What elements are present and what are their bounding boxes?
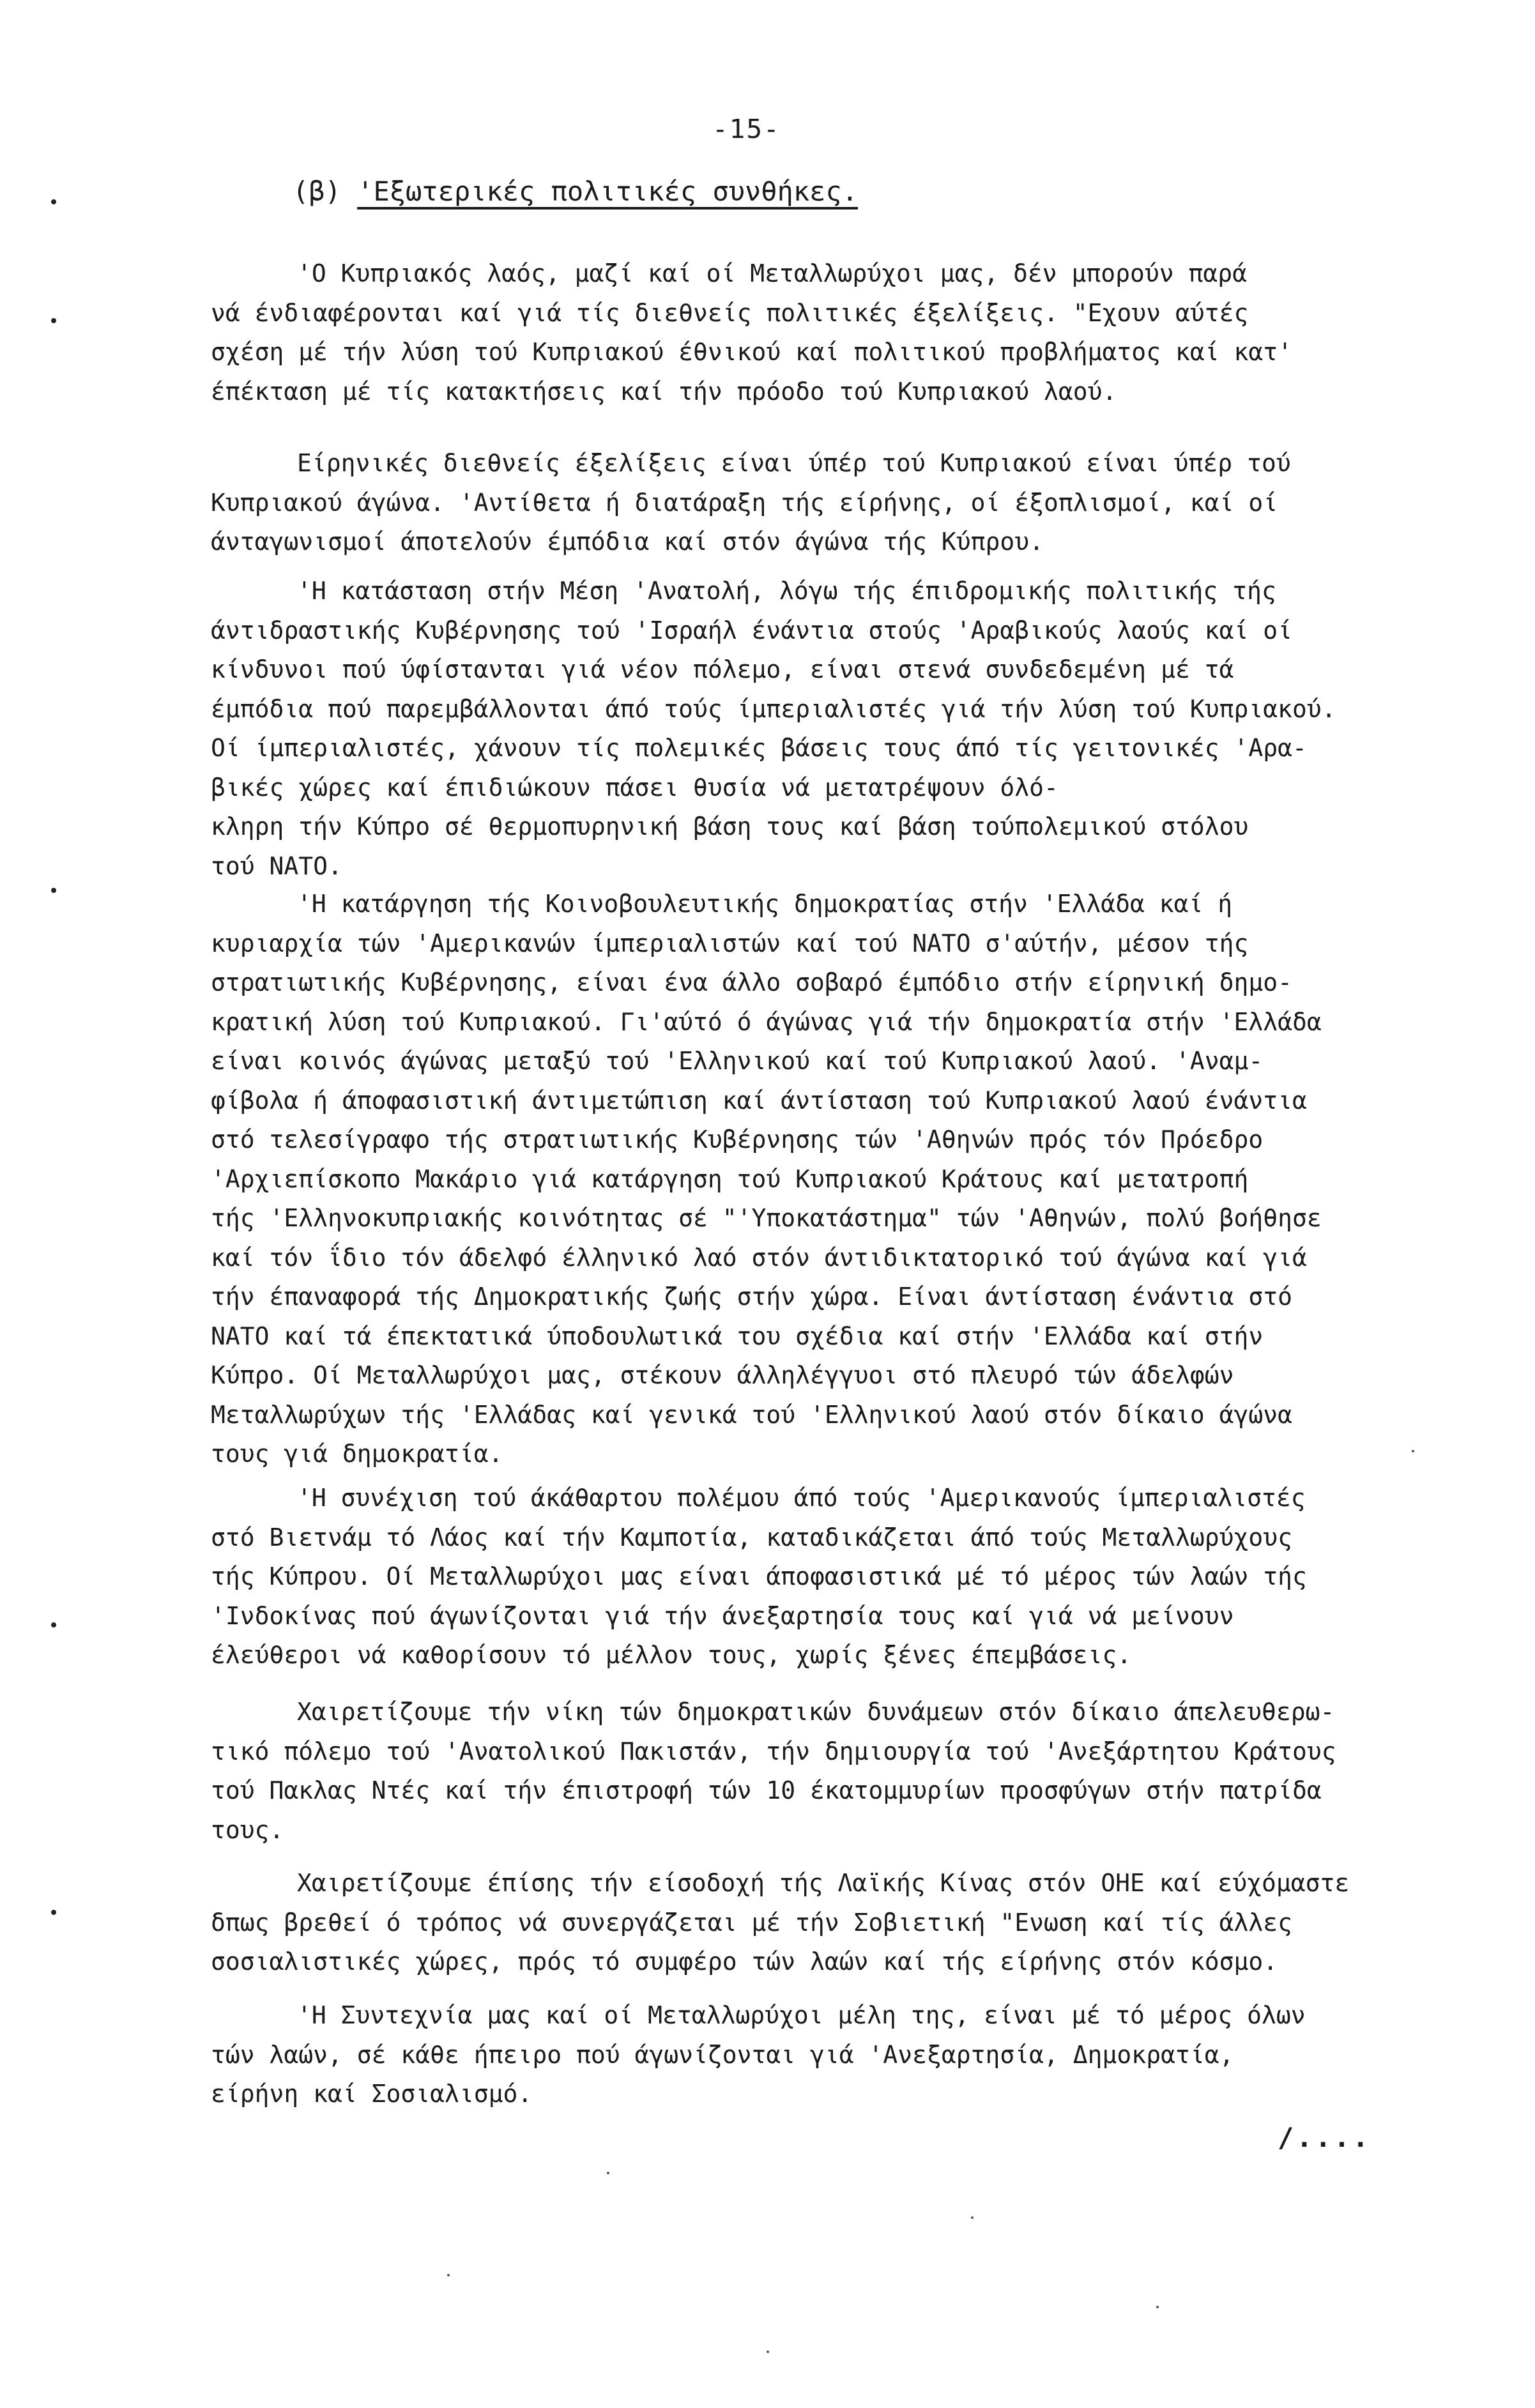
- text-line: κρατική λύση τού Κυπριακού. Γι'αύτό ό άγώνας γιά τήν δημοκρατία στήν 'Ελλάδα: [211, 1007, 1322, 1036]
- text-line: τού ΝΑΤΟ.: [211, 851, 342, 880]
- paragraph-pakistan: [211, 1693, 1463, 1850]
- text-line: Είρηνικές διεθνείς έξελίξεις είναι ύπέρ τού Κυπριακού είναι ύπέρ τού: [297, 449, 1291, 477]
- text-line: κληρη τήν Κύπρο σέ θερμοπυρηνική βάση τους καί βάση τούπολεμικού στόλου: [211, 812, 1249, 841]
- margin-dot: [51, 1910, 56, 1915]
- scan-speck: [1156, 2306, 1159, 2308]
- text-line: στρατιωτικής Κυβέρνησης, είναι ένα άλλο σοβαρό έμπόδιο στήν είρηνική δημο-: [211, 968, 1292, 996]
- margin-dot: [51, 1622, 56, 1627]
- paragraph-vietnam: [211, 1479, 1463, 1675]
- text-line: έπέκταση μέ τίς κατακτήσεις καί τήν πρόοδο τού Κυπριακού λαού.: [211, 377, 1117, 406]
- text-line: καί τόν ΐδιο τόν άδελφό έλληνικό λαό στόν άντιδικτατορικό τού άγώνα καί γιά: [211, 1243, 1307, 1272]
- paragraph-middle-east: [211, 572, 1463, 886]
- text-line: τους γιά δημοκρατία.: [211, 1440, 503, 1468]
- margin-dot: [51, 888, 56, 893]
- text-line: βικές χώρες καί έπιδιώκουν πάσει θυσία νά μετατρέψουν όλό-: [211, 773, 1058, 802]
- text-line: έμπόδια πού παρεμβάλλονται άπό τούς ίμπεριαλιστές γιά τήν λύση τού Κυπριακού.: [211, 694, 1336, 723]
- text-line: 'Ινδοκίνας πού άγωνίζονται γιά τήν άνεξαρτησία τους καί γιά νά μείνουν: [211, 1601, 1234, 1630]
- text-line: τού Πακλας Ντές καί τήν έπιστροφή τών 10 έκατομμυρίων προσφύγων στήν πατρίδα: [211, 1776, 1322, 1804]
- text-line: τής 'Ελληνοκυπριακής κοινότητας σέ "'Υποκατάστημα" τών 'Αθηνών, πολύ βοήθησε: [211, 1204, 1322, 1232]
- text-line: Κύπρο. Οί Μεταλλωρύχοι μας, στέκουν άλληλέγγυοι στό πλευρό τών άδελφών: [211, 1361, 1234, 1389]
- text-line: νά ένδιαφέρονται καί γιά τίς διεθνείς πολιτικές έξελίξεις. "Εχουν αύτές: [211, 298, 1249, 327]
- text-line: 'Η συνέχιση τού άκάθαρτου πολέμου άπό τούς 'Αμερικανούς ίμπεριαλιστές: [297, 1484, 1306, 1512]
- text-line: σοσιαλιστικές χώρες, πρός τό συμφέρο τών λαών καί τής είρήνης στόν κόσμο.: [211, 1947, 1278, 1976]
- text-line: δπως βρεθεί ό τρόπος νά συνεργάζεται μέ τήν Σοβιετική "Ενωση καί τίς άλλες: [211, 1908, 1292, 1937]
- text-line: Χαιρετίζουμε έπίσης τήν είσοδοχή τής Λαϊκής Κίνας στόν ΟΗΕ καί εύχόμαστε: [297, 1869, 1350, 1897]
- scan-speck: [447, 2274, 450, 2276]
- text-line: τής Κύπρου. Οί Μεταλλωρύχοι μας είναι άποφασιστικά μέ τό μέρος τών λαών τής: [211, 1562, 1307, 1590]
- scan-speck: [1412, 1450, 1414, 1452]
- text-line: 'Η κατάργηση τής Κοινοβουλευτικής δημοκρατίας στήν 'Ελλάδα καί ή: [297, 890, 1233, 918]
- paragraph-peace: [211, 444, 1463, 562]
- text-line: Μεταλλωρύχων τής 'Ελλάδας καί γενικά τού 'Ελληνικού λαού στόν δίκαιο άγώνα: [211, 1400, 1292, 1429]
- text-line: φίβολα ή άποφασιστική άντιμετώπιση καί άντίσταση τού Κυπριακού λαού ένάντια: [211, 1086, 1307, 1115]
- section-title: 'Εξωτερικές πολιτικές συνθήκες.: [357, 176, 859, 207]
- text-line: ΝΑΤΟ καί τά έπεκτατικά ύποδουλωτικά του σχέδια καί στήν 'Ελλάδα καί στήν: [211, 1322, 1264, 1350]
- text-line: τικό πόλεμο τού 'Ανατολικού Πακιστάν, τήν δημιουργία τού 'Ανεξάρτητου Κράτους: [211, 1737, 1336, 1765]
- text-line: έλεύθεροι νά καθορίσουν τό μέλλον τους, χωρίς ξένες έπεμβάσεις.: [211, 1641, 1132, 1669]
- margin-dot: [51, 318, 56, 323]
- text-line: άνταγωνισμοί άποτελούν έμπόδια καί στόν άγώνα τής Κύπρου.: [211, 528, 1044, 556]
- scan-speck: [971, 2216, 974, 2219]
- text-line: άντιδραστικής Κυβέρνησης τού 'Ισραήλ ένάντια στούς 'Αραβικούς λαούς καί οί: [211, 616, 1292, 644]
- text-line: Χαιρετίζουμε τήν νίκη τών δημοκρατικών δυνάμεων στόν δίκαιο άπελευθερω-: [297, 1698, 1335, 1726]
- text-line: Κυπριακού άγώνα. 'Αντίθετα ή διατάραξη τής είρήνης, οί έξοπλισμοί, καί οί: [211, 488, 1278, 517]
- scan-speck: [767, 2351, 769, 2353]
- page-number: -15-: [712, 114, 781, 144]
- text-line: κυριαρχία τών 'Αμερικανών ίμπεριαλιστών καί τού ΝΑΤΟ σ'αύτήν, μέσον τής: [211, 929, 1249, 957]
- text-line: τών λαών, σέ κάθε ήπειρο πού άγωνίζονται γιά 'Ανεξαρτησία, Δημοκρατία,: [211, 2040, 1234, 2069]
- paragraph-intro: [211, 254, 1463, 411]
- text-line: σχέση μέ τήν λύση τού Κυπριακού έθνικού καί πολιτικού προβλήματος καί κατ': [211, 338, 1292, 366]
- text-line: στό τελεσίγραφο τής στρατιωτικής Κυβέρνησης τών 'Αθηνών πρός τόν Πρόεδρο: [211, 1125, 1264, 1154]
- text-line: 'Αρχιεπίσκοπο Μακάριο γιά κατάργηση τού Κυπριακού Κράτους καί μετατροπή: [211, 1164, 1249, 1193]
- continuation-mark: /....: [1278, 2122, 1371, 2153]
- scan-speck: [607, 2172, 609, 2174]
- margin-dot: [51, 199, 56, 204]
- text-line: 'Η Συντεχνία μας καί οί Μεταλλωρύχοι μέλη της, είναι μέ τό μέρος όλων: [297, 2001, 1306, 2029]
- text-line: τους.: [211, 1815, 284, 1844]
- section-marker: (β): [293, 176, 341, 207]
- text-line: 'Ο Κυπριακός λαός, μαζί καί οί Μεταλλωρύχοι μας, δέν μπορούν παρά: [297, 259, 1248, 287]
- text-line: είρήνη καί Σοσιαλισμό.: [211, 2080, 533, 2108]
- text-line: τήν έπαναφορά τής Δημοκρατικής ζωής στήν χώρα. Είναι άντίσταση ένάντια στό: [211, 1283, 1292, 1311]
- text-line: κίνδυνοι πού ύφίστανται γιά νέον πόλεμο, είναι στενά συνδεδεμένη μέ τά: [211, 655, 1234, 683]
- paragraph-greece: [211, 885, 1463, 1474]
- text-line: 'Η κατάσταση στήν Μέση 'Ανατολή, λόγω τής έπιδρομικής πολιτικής τής: [297, 577, 1276, 605]
- section-heading: [293, 176, 858, 207]
- text-line: στό Βιετνάμ τό Λάος καί τήν Καμποτία, καταδικάζεται άπό τούς Μεταλλωρύχους: [211, 1523, 1292, 1551]
- paragraph-union: [211, 1996, 1463, 2114]
- text-line: Οί ίμπεριαλιστές, χάνουν τίς πολεμικές βάσεις τους άπό τίς γειτονικές 'Αρα-: [211, 734, 1307, 762]
- paragraph-china: [211, 1864, 1463, 1982]
- text-line: είναι κοινός άγώνας μεταξύ τού 'Ελληνικού καί τού Κυπριακού λαού. 'Αναμ-: [211, 1047, 1264, 1075]
